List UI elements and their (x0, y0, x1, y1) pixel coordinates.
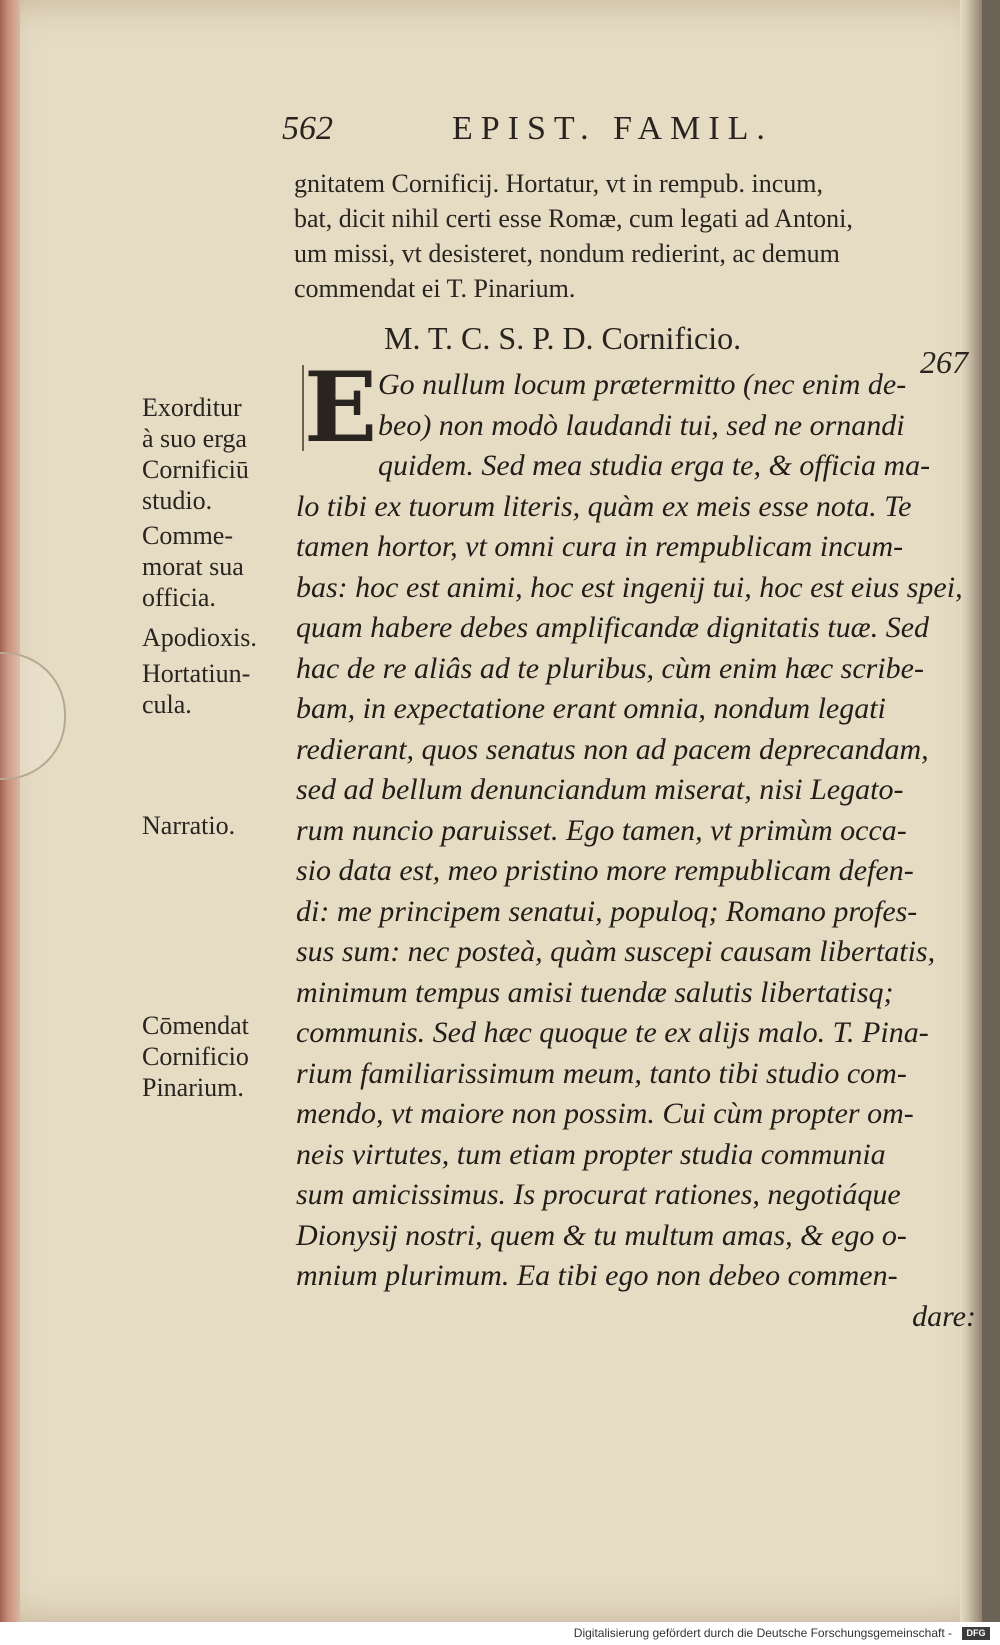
running-head-title: EPIST. FAMIL. (452, 110, 773, 147)
sidenote-apodioxis (142, 622, 257, 653)
sidenote-line: Hortatiun- (142, 659, 251, 688)
body-line: sio data est, meo pristino more rempublicam defen- (296, 854, 914, 887)
body-line: mnium plurimum. Ea tibi ego non debeo commen- (296, 1259, 898, 1292)
argument-line: commendat ei T. Pinarium. (294, 274, 576, 303)
body-line: Dionysij nostri, quem & tu multum amas, & ego o- (296, 1218, 907, 1252)
body-line: rium familiarissimum meum, tanto tibi studio com- (296, 1056, 907, 1090)
body-line: communis. Sed hæc quoque te ex alijs malo. T. Pina- (296, 1016, 929, 1049)
letter-salutation: M. T. C. S. P. D. Cornificio. (384, 320, 742, 356)
sidenote-line: Cornificiū (142, 455, 249, 484)
body-line: sed ad bellum denunciandum miserat, nisi Legato- (296, 773, 904, 806)
body-line: dare: (912, 1299, 976, 1333)
sidenote-comendat (142, 1010, 249, 1103)
body-line: redierant, quos senatus non ad pacem deprecandam, (296, 732, 929, 766)
body-line: bam, in expectatione erant omnia, nondum legati (296, 692, 886, 725)
sidenote-line: Apodioxis. (142, 623, 257, 652)
folio-number: 562 (282, 110, 333, 147)
body-line: hac de re aliâs ad te pluribus, cùm enim hæc scribe- (296, 651, 924, 685)
body-line: quidem. Sed mea studia erga te, & officia ma- (378, 449, 931, 482)
body-line: tamen hortor, vt omni cura in rempublicam incum- (296, 530, 904, 563)
sidenote-hortatiuncula (142, 658, 250, 720)
body-line: minimum tempus amisi tuendæ salutis libertatisq; (296, 975, 894, 1009)
dfg-logo: DFG (962, 1627, 990, 1640)
sidenote-line: morat sua (142, 552, 244, 581)
sidenote-line: Cōmendat (142, 1011, 249, 1040)
body-line: rum nuncio paruisset. Ego tamen, vt primùm occa- (296, 813, 907, 847)
clip-mark (0, 652, 66, 780)
running-header (282, 110, 782, 158)
drop-cap-initial: E (304, 351, 378, 464)
sidenote-line: officia. (142, 583, 216, 612)
argument-line: gnitatem Cornificij. Hortatur, vt in rempub. incum, (294, 169, 823, 198)
body-line: sum amicissimus. Is procurat rationes, negotiáque (296, 1178, 901, 1211)
sidenote-line: à suo erga (142, 424, 247, 453)
body-line: mendo, vt maiore non possim. Cui cùm propter om- (296, 1097, 914, 1130)
sidenote-line: studio. (142, 486, 213, 515)
body-line: sus sum: nec posteà, quàm suscepi causam libertatis, (296, 935, 936, 968)
sidenote-line: Narratio. (142, 811, 236, 840)
sidenote-line: Pinarium. (142, 1073, 244, 1102)
letter-number: 267 (920, 344, 968, 380)
sidenote-commemorat (142, 520, 244, 613)
sidenote-line: Exorditur (142, 393, 242, 422)
body-line: beo) non modò laudandi tui, sed ne ornandi (378, 408, 905, 442)
body-line: bas: hoc est animi, hoc est ingenij tui, hoc est eius spei, (296, 570, 963, 604)
body-line: neis virtutes, tum etiam propter studia communia (296, 1137, 886, 1171)
sidenote-narratio (142, 810, 235, 841)
argument-line: um missi, vt desisteret, nondum redierint, ac demum (294, 239, 840, 268)
sidenote-line: Comme- (142, 521, 233, 550)
argument-summary (294, 166, 970, 306)
body-line: Go nullum locum prætermitto (nec enim de- (378, 368, 907, 401)
page-left-edge (0, 0, 20, 1622)
body-line: lo tibi ex tuorum literis, quàm ex meis esse nota. Te (296, 489, 912, 523)
funding-credit: Digitalisierung gefördert durch die Deutsche Forschungsgemeinschaft - (573, 1626, 952, 1640)
sidenote-line: cula. (142, 690, 192, 719)
body-line: quam habere debes amplificandæ dignitatis tuæ. Sed (296, 611, 930, 644)
argument-line: bat, dicit nihil certi esse Romæ, cum legati ad Antoni, (294, 204, 853, 233)
sidenote-exorditur (142, 392, 249, 516)
digitization-footer (0, 1622, 1000, 1645)
body-line: di: me principem senatui, populoq; Romano profes- (296, 894, 918, 928)
sidenote-line: Cornificio (142, 1042, 249, 1071)
